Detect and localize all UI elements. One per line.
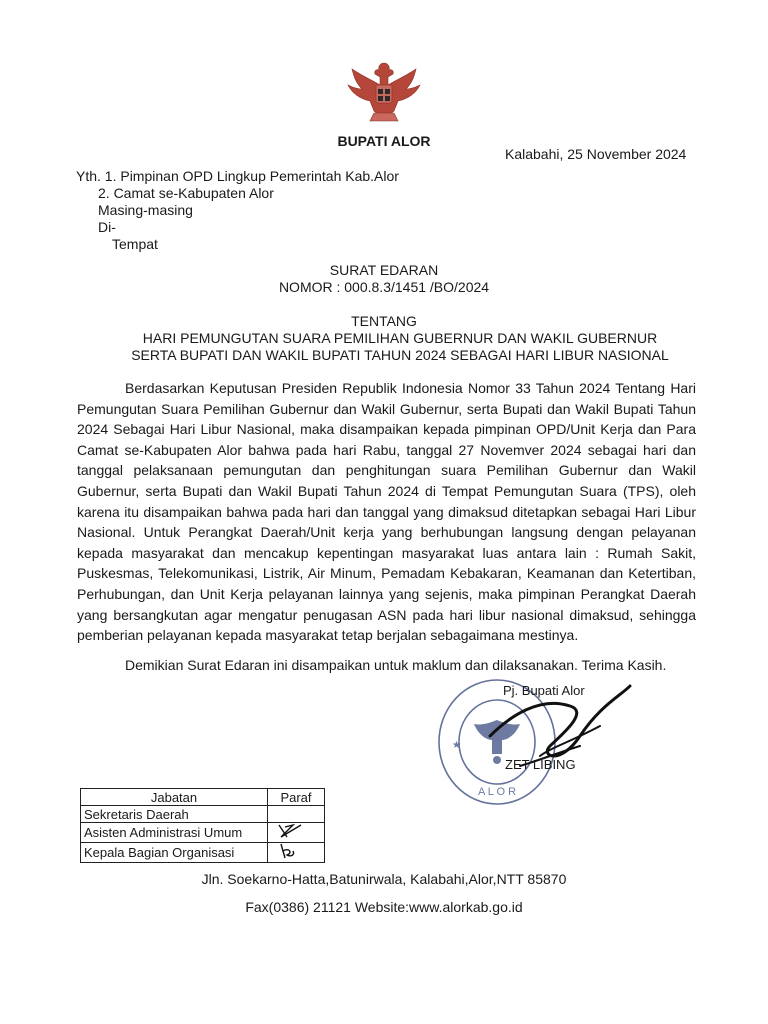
letter-number: NOMOR : 000.8.3/1451 /BO/2024 (278, 279, 490, 295)
table-cell: Asisten Administrasi Umum (81, 823, 268, 843)
letter-body (77, 378, 696, 646)
paraf-initial (271, 843, 311, 859)
paraf-table (80, 788, 325, 863)
paraf-cell (268, 843, 325, 863)
column-header: Paraf (268, 789, 325, 806)
letter-date: Kalabahi, 25 November 2024 (505, 146, 687, 162)
table-row (81, 843, 325, 863)
addressee-block (76, 168, 399, 253)
table-cell: Kepala Bagian Organisasi (81, 843, 268, 863)
about-label: TENTANG (351, 313, 417, 329)
addressee-line: 2. Camat se-Kabupaten Alor (98, 185, 274, 201)
table-row (81, 806, 325, 823)
paraf-cell (268, 823, 325, 843)
addressee-line: Di- (98, 219, 116, 235)
footer-address: Jln. Soekarno-Hatta,Batunirwala, Kalabahi,Alor,NTT 85870 (201, 871, 567, 887)
closing-sentence: Demikian Surat Edaran ini disampaikan untuk maklum dan dilaksanakan. Terima Kasih. (125, 657, 667, 673)
letter-subject (60, 330, 740, 364)
svg-text:A L O R: A L O R (477, 786, 517, 798)
letterhead-title: BUPATI ALOR (337, 133, 431, 149)
addressee-line: Yth. 1. Pimpinan OPD Lingkup Pemerintah Kab.Alor (76, 168, 399, 184)
signatory-title: Pj. Bupati Alor (503, 683, 585, 698)
paraf-initial (271, 823, 311, 839)
letter-type: SURAT EDARAN (329, 262, 439, 278)
signatory-name: ZET LIBING (505, 757, 576, 772)
garuda-emblem (334, 55, 434, 125)
svg-text:★: ★ (452, 740, 461, 751)
body-paragraph: Berdasarkan Keputusan Presiden Republik Indonesia Nomor 33 Tahun 2024 Tentang Hari Pemungutan Suara Pemilihan Gubernur dan Wakil Gubernur, serta Bupati dan Wakil Bupati Tahun 2024 Sebagai Hari Libur Nasional, maka disampaikan kepada pimpinan OPD/Unit Kerja dan Para Camat se-Kabupaten Alor bahwa pada hari Rabu, tanggal 27 Novemver 2024 sebagai hari dan tanggal pelaksanaan pemungutan dan penghitungan suara Pemilihan Gubernur dan Wakil Gubernur, serta Bupati dan Wakil Bupati Tahun 2024 di Tempat Pemungutan Suara (TPS), oleh karena itu disampaikan bahwa pada hari dan tanggal yang dimaksud ditetapkan sebagai Hari Libur Nasional. Untuk Perangkat Daerah/Unit kerja yang berhubungan langsung dengan pelayanan kepada masyarakat dan mencakup kepentingan masyarakat luas antara lain : Rumah Sakit, Puskesmas, Telekomunikasi, Listrik, Air Minum, Pemadam Kebakaran, Keamanan dan Ketertiban, Perhubungan, dan Unit Kerja pelayanan lainnya yang sejenis, maka pimpinan Perangkat Daerah yang bersangkutan agar mengatur penugasan ASN pada hari libur nasional dimaksud, sehingga pemberian pelayanan kepada masyarakat tetap berjalan sebagaimana mestinya. (77, 380, 696, 644)
footer-contact: Fax(0386) 21121 Website:www.alorkab.go.id (245, 899, 523, 915)
subject-line: SERTA BUPATI DAN WAKIL BUPATI TAHUN 2024 SEBAGAI HARI LIBUR NASIONAL (131, 347, 669, 363)
table-row (81, 823, 325, 843)
addressee-line: Masing-masing (98, 202, 193, 218)
table-cell: Sekretaris Daerah (81, 806, 268, 823)
table-header-row (81, 789, 325, 806)
addressee-line: Tempat (112, 236, 158, 252)
column-header: Jabatan (81, 789, 268, 806)
paraf-cell (268, 806, 325, 823)
subject-line: HARI PEMUNGUTAN SUARA PEMILIHAN GUBERNUR DAN WAKIL GUBERNUR (142, 330, 658, 346)
